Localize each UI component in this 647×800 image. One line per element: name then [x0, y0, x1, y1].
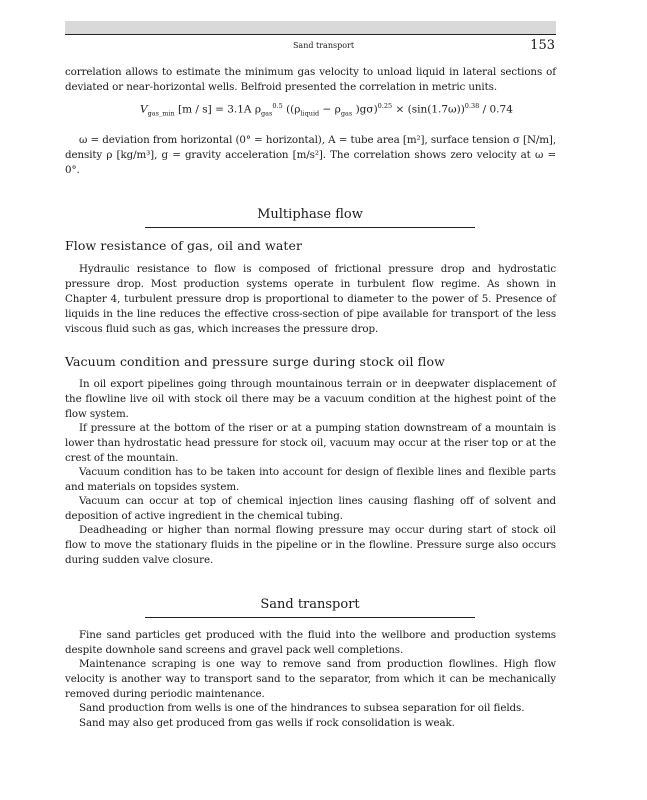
flow-resistance-paragraph: Hydraulic resistance to flow is composed of frictional pressure drop and hydrostatic pressure drop. Most production systems operate in turbulent flow regime. As shown in Chapter 4, turbulent pressure drop is proportional to diameter to the power of 5. Presence of liquids in the line reduces the effective cross-section of pipe available for transport of the less viscous fluid such as gas, which increases the pressure drop.	[65, 263, 556, 335]
eq-close: )gσ)	[355, 103, 378, 116]
eq-exp-quarter: 0.25	[377, 102, 393, 110]
section-title-sand: Sand transport	[145, 597, 475, 618]
subsection-title-flow-resistance: Flow resistance of gas, oil and water	[65, 238, 303, 253]
page-number: 153	[530, 38, 555, 53]
eq-sin: × (sin(1.7ω))	[395, 103, 465, 116]
eq-v: V	[140, 103, 148, 116]
running-title: Sand transport	[292, 41, 355, 50]
vacuum-paragraph-1: In oil export pipelines going through mountainous terrain or in deepwater displacement of the flowline live oil with stock oil there may be a vacuum condition at the highest point of the flow system.	[65, 378, 556, 420]
velocity-equation	[140, 102, 513, 118]
eq-rho-liquid-sub: liquid	[300, 109, 320, 118]
header-band	[65, 21, 556, 34]
sand-paragraph-4: Sand may also get produced from gas wells if rock consolidation is weak.	[79, 717, 455, 729]
definitions-paragraph: ω = deviation from horizontal (0° = horizontal), A = tube area [m²], surface tension σ [N/m], density ρ [kg/m³], g = gravity acceleration [m/s²]. The correlation shows zero velocity at ω = 0°.	[65, 134, 556, 176]
sand-paragraph-3: Sand production from wells is one of the hindrances to subsea separation for oil fields.	[79, 702, 525, 714]
eq-open: ((ρ	[286, 103, 301, 116]
sand-paragraph-2: Maintenance scraping is one way to remove sand from production flowlines. High flow velocity is another way to transport sand to the separator, from which it can be mechanically removed during periodic maintenance.	[65, 658, 556, 700]
intro-paragraph: correlation allows to estimate the minimum gas velocity to unload liquid in lateral sections of deviated or near-horizontal wells. Belfroid presented the correlation in metric units.	[65, 66, 556, 93]
eq-exp-038: 0.38	[464, 102, 480, 110]
eq-minus: − ρ	[322, 103, 341, 116]
eq-lhs: [m / s] = 3.1A ρ	[178, 103, 262, 116]
section-title-multiphase: Multiphase flow	[145, 207, 475, 228]
vacuum-paragraph-3: Vacuum condition has to be taken into account for design of flexible lines and flexible parts and materials on topsides system.	[65, 466, 556, 493]
eq-rho-gas-sub2: gas	[340, 109, 353, 118]
vacuum-paragraph-2: If pressure at the bottom of the riser or at a pumping station downstream of a mountain is lower than hydrostatic head pressure for stock oil, vacuum may occur at the riser top or at the crest of the mountain.	[65, 422, 556, 464]
eq-rho-gas-sub: gas	[261, 109, 273, 118]
vacuum-paragraph-5: Deadheading or higher than normal flowing pressure may occur during start of stock oil flow to move the stationary fluids in the pipeline or in the flowline. Pressure surge also occurs during sudden valve closure.	[65, 524, 556, 566]
eq-v-sub: gas_min	[147, 109, 175, 118]
subsection-title-vacuum: Vacuum condition and pressure surge during stock oil flow	[65, 354, 445, 369]
sand-paragraph-1: Fine sand particles get produced with the fluid into the wellbore and production systems despite downhole sand screens and gravel pack well completions.	[65, 629, 556, 656]
header-rule	[65, 34, 556, 35]
vacuum-paragraph-4: Vacuum can occur at top of chemical injection lines causing flashing off of solvent and deposition of active ingredient in the chemical tubing.	[65, 495, 556, 522]
eq-exp-half: 0.5	[272, 102, 283, 110]
eq-divide: / 0.74	[482, 103, 513, 116]
